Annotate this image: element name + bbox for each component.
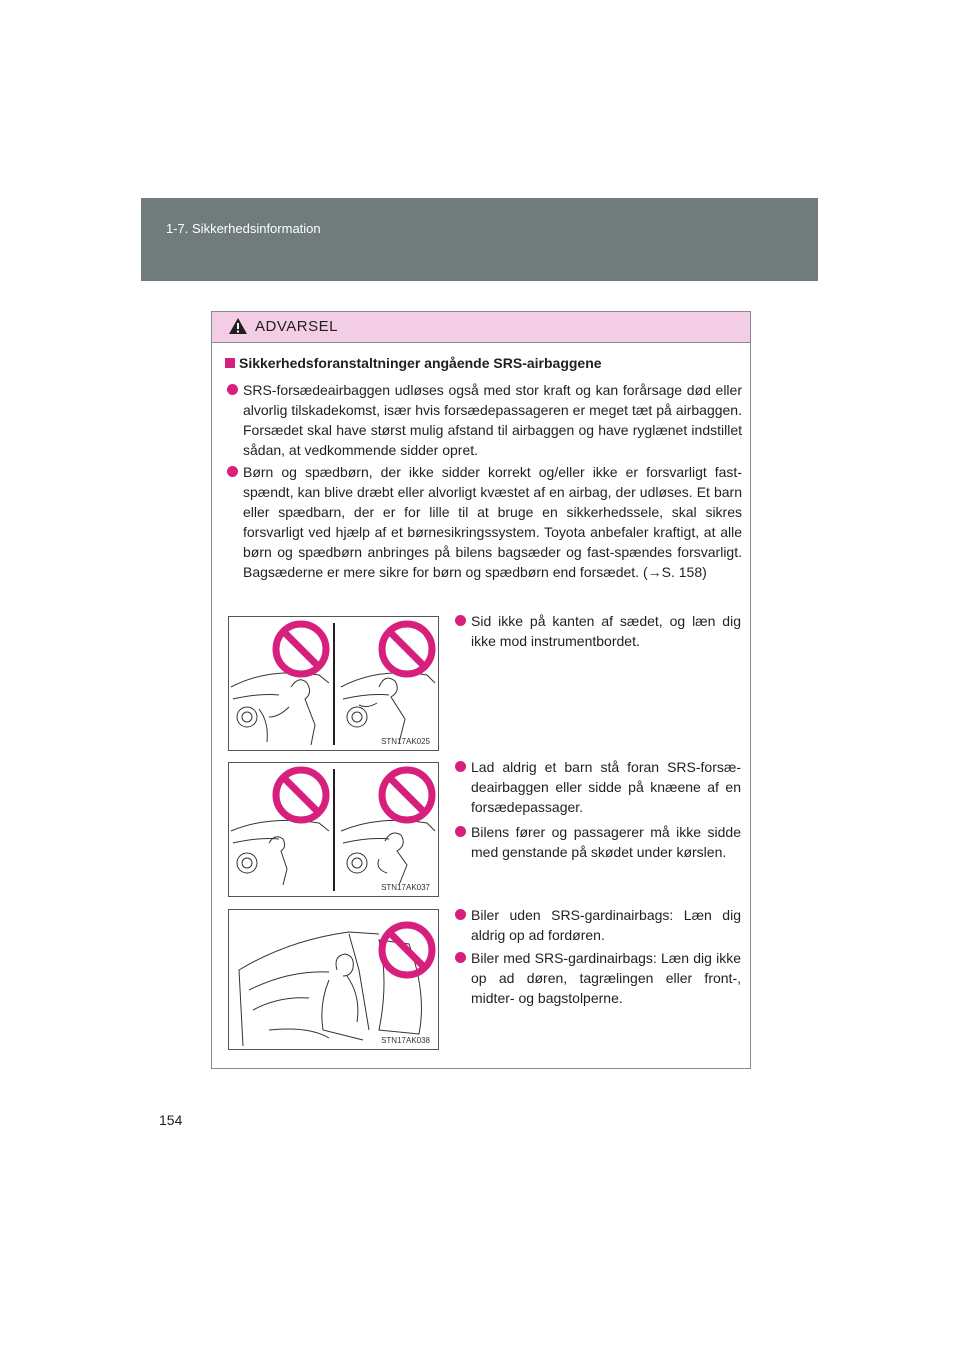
prohibited-icon (382, 925, 432, 975)
illustration-drawing (229, 763, 438, 896)
prohibited-icon (382, 770, 432, 820)
bullet-item: Børn og spædbørn, der ikke sidder korrekt og/eller ikke er forsvarligt fast-spændt, kan blive dræbt eller alvorligt kvæstet af en airbag, der udløses. Et barn eller spædbarn, der er for lille til at bruge en sikkerhedssele, skal sikres forsvarligt ved hjælp af et børnesikringssystem. Toyota anbefaler kraftigt, at alle børn og spædbørn anbringes på bilens bagsæder og fast-spændes forsvarligt. Bagsæderne er mere sikre for børn og spædbørn end forsædet. (→S. 158) (243, 462, 742, 582)
page-number: 154 (159, 1112, 183, 1128)
prohibited-icon (276, 770, 326, 820)
warning-title: ADVARSEL (255, 318, 338, 335)
illustration-child-standing (228, 762, 439, 897)
warning-box (211, 311, 751, 1069)
bullet-dot-icon (227, 384, 238, 395)
illustration-sitting-forward (228, 616, 439, 751)
bullet-dot-icon (455, 952, 466, 963)
square-bullet-icon (225, 358, 235, 368)
prohibited-icon (276, 624, 326, 674)
chapter-title: 1-7. Sikkerhedsinformation (166, 221, 321, 236)
bullet-dot-icon (455, 826, 466, 837)
bullet-item: SRS-forsædeairbaggen udløses også med stor kraft og kan forårsage død eller alvorlig tilskadekomst, især hvis forsædepassageren er meget tæt på airbaggen. Forsædet skal have størst mulig afstand til airbaggen og have ryglænet indstillet sådan, at vedkommende sidder opret. (243, 380, 742, 460)
bullet-dot-icon (455, 909, 466, 920)
figure-code: STN17AK037 (381, 883, 430, 892)
bullet-item: Bilens fører og passagerer må ikke sidde med genstande på skødet under kørslen. (471, 822, 741, 862)
warning-triangle-icon (228, 317, 248, 335)
bullet-dot-icon (227, 466, 238, 477)
section-title: Sikkerhedsforanstaltninger angående SRS-airbaggene (225, 355, 602, 371)
bullet-item: Sid ikke på kanten af sædet, og læn dig ikke mod instrumentbordet. (471, 611, 741, 651)
bullet-dot-icon (455, 615, 466, 626)
chapter-header (141, 198, 818, 281)
warning-header (212, 312, 750, 343)
bullet-item: Lad aldrig et barn stå foran SRS-forsæ-deairbaggen eller sidde på knæene af en forsædepassager. (471, 757, 741, 817)
bullet-item: Biler med SRS-gardinairbags: Læn dig ikke op ad døren, tagrælingen eller front-, midter- og bagstolperne. (471, 948, 741, 1008)
figure-code: STN17AK038 (381, 1036, 430, 1045)
bullet-dot-icon (455, 761, 466, 772)
illustration-drawing (229, 617, 438, 750)
bullet-item: Biler uden SRS-gardinairbags: Læn dig aldrig op ad fordøren. (471, 905, 741, 945)
illustration-leaning-door (228, 909, 439, 1050)
illustration-drawing (229, 910, 438, 1049)
prohibited-icon (382, 624, 432, 674)
figure-code: STN17AK025 (381, 737, 430, 746)
